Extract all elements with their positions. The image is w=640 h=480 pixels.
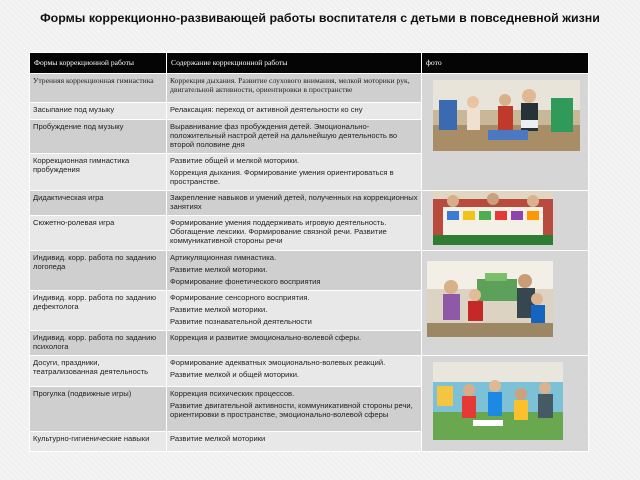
- row-content: [167, 154, 422, 191]
- row-form: Индивид. корр. работа по заданию психолога: [30, 331, 167, 356]
- row-content: [167, 356, 422, 387]
- row-form: Сюжетно-ролевая игра: [30, 216, 167, 251]
- photo-children-gymnastics: [433, 80, 580, 151]
- table-row: [30, 356, 589, 387]
- row-form: Индивид. корр. работа по заданию логопеда: [30, 251, 167, 291]
- content-line: Коррекция психических процессов.: [170, 389, 295, 398]
- content-line: Развитие общей и мелкой моторики.: [170, 156, 300, 165]
- row-content: [167, 74, 422, 103]
- row-form: Прогулка (подвижные игры): [30, 387, 167, 432]
- row-content: [167, 191, 422, 216]
- content-line: Развитие познавательной деятельности: [170, 317, 312, 327]
- header-forms: Формы коррекционной работы: [30, 53, 167, 74]
- row-form: Дидактическая игра: [30, 191, 167, 216]
- row-form: Индивид. корр. работа по заданию дефектолога: [30, 291, 167, 331]
- row-form: Пробуждение под музыку: [30, 120, 167, 154]
- photo-individual-work: [427, 261, 553, 337]
- correction-work-table: [29, 52, 589, 452]
- content-line: Коррекция дыхания. Формирование умения ориентироваться в пространстве.: [170, 168, 394, 187]
- photo-cell-gymnastics: [422, 74, 589, 191]
- content-line: Формирование умения поддерживать игровую деятельность. Обогащение лексики. Формирование связной речи. Развитие коммуникативной стороны речи: [170, 218, 387, 246]
- row-content: [167, 216, 422, 251]
- content-line: Формирование фонетического восприятия: [170, 277, 321, 287]
- row-form: Досуги, праздники, театрализованная деятельность: [30, 356, 167, 387]
- content-line: Развитие двигательной активности, коммуникативной стороны речи, ориентировки в пространстве, эмоционально-волевой сферы: [170, 401, 413, 420]
- row-content: [167, 120, 422, 154]
- content-line: Развитие мелкой моторики: [170, 434, 266, 443]
- content-line: Коррекция дыхания. Развитие слухового внимания, мелкой моторики рук, двигательной активности, ориентировки в пространстве: [170, 76, 410, 95]
- content-line: Релаксация: переход от активной деятельности ко сну: [170, 105, 363, 114]
- photo-cell-didactic-game: [422, 191, 589, 251]
- content-line: Артикуляционная гимнастика.: [170, 253, 277, 262]
- row-content: [167, 432, 422, 452]
- content-line: Развитие мелкой моторики.: [170, 305, 268, 315]
- photo-outdoor-games: [433, 362, 563, 440]
- row-form: Засыпание под музыку: [30, 103, 167, 120]
- content-line: Формирование сенсорного восприятия.: [170, 293, 310, 302]
- table-row: [30, 191, 589, 216]
- header-content: Содержание коррекционной работы: [167, 53, 422, 74]
- content-line: Коррекция и развитие эмоционально-волевой сферы.: [170, 333, 362, 342]
- row-form: Коррекционная гимнастика пробуждения: [30, 154, 167, 191]
- row-content: [167, 103, 422, 120]
- row-form: Утренняя коррекционная гимнастика: [30, 74, 167, 103]
- photo-cell-individual-work: [422, 251, 589, 356]
- row-content: [167, 291, 422, 331]
- row-content: [167, 251, 422, 291]
- content-line: Развитие мелкой и общей моторики.: [170, 370, 300, 380]
- table-row: [30, 74, 589, 103]
- content-line: Формирование адекватных эмоционально-волевых реакций.: [170, 358, 386, 367]
- content-line: Развитие мелкой моторики.: [170, 265, 268, 275]
- content-line: Выравнивание фаз пробуждения детей. Эмоционально-положительный настрой детей на дальнейшую деятельность во второй половине дня: [170, 122, 398, 150]
- row-content: [167, 387, 422, 432]
- table-row: [30, 251, 589, 291]
- header-photo: фото: [422, 53, 589, 74]
- content-line: Закрепление навыков и умений детей, полученных на коррекционных занятиях: [170, 193, 418, 212]
- row-content: [167, 331, 422, 356]
- photo-cell-outdoor-games: [422, 356, 589, 452]
- page-title: Формы коррекционно-развивающей работы воспитателя с детьми в повседневной жизни: [40, 11, 600, 25]
- table-header-row: [30, 53, 589, 74]
- row-form: Культурно-гигиенические навыки: [30, 432, 167, 452]
- photo-didactic-game: [433, 191, 553, 246]
